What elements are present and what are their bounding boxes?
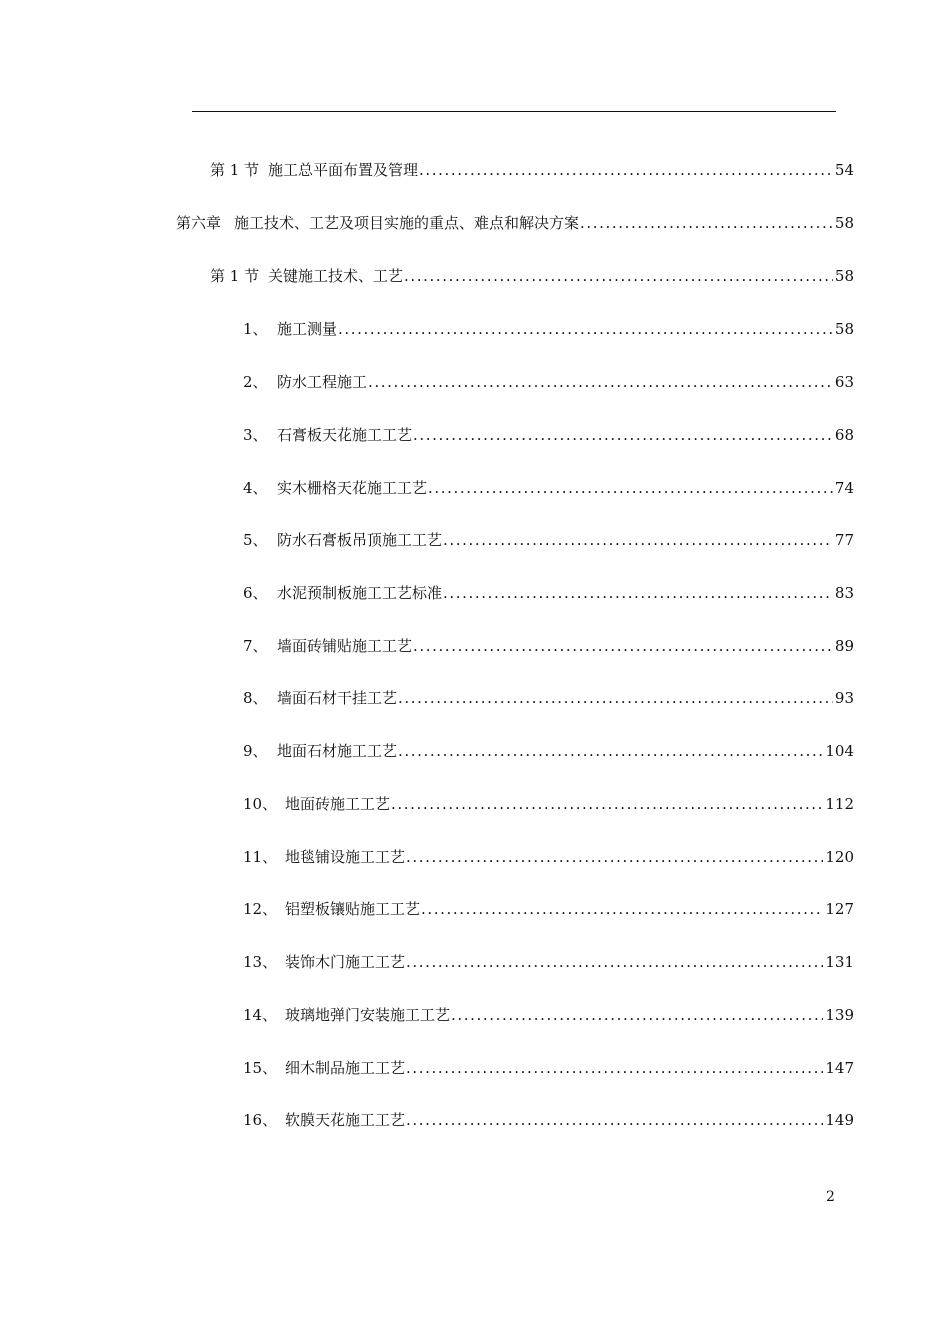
toc-entry-title: 施工总平面布置及管理: [268, 161, 419, 179]
toc-entry-page: 93: [834, 689, 854, 707]
toc-dot-leader: [398, 687, 833, 709]
toc-dot-leader: [428, 477, 833, 499]
toc-entry[interactable]: [243, 318, 854, 340]
toc-entry-number: 8、: [243, 689, 268, 707]
toc-entry-title: 防水工程施工: [277, 373, 368, 391]
toc-entry-number: 15、: [243, 1059, 278, 1077]
toc-entry-page: 139: [825, 1006, 854, 1024]
toc-dot-leader: [419, 159, 833, 181]
toc-dot-leader: [421, 898, 823, 920]
toc-dot-leader: [338, 318, 833, 340]
toc-entry-title: 地面石材施工工艺: [277, 742, 398, 760]
toc-entry-page: 58: [834, 214, 854, 232]
toc-entry-page: 54: [834, 161, 854, 179]
toc-entry[interactable]: [243, 898, 854, 920]
toc-dot-leader: [406, 1057, 823, 1079]
toc-entry-number: 第六章: [176, 214, 222, 232]
toc-entry[interactable]: [243, 529, 854, 551]
toc-entry-number: 16、: [243, 1111, 278, 1129]
toc-entry[interactable]: [243, 371, 854, 393]
toc-entry-title: 实木栅格天花施工工艺: [277, 479, 428, 497]
toc-entry-title: 细木制品施工工艺: [285, 1059, 406, 1077]
toc-entry-number: 2、: [243, 373, 268, 391]
toc-entry-title: 施工测量: [277, 320, 338, 338]
toc-entry-number: 4、: [243, 479, 268, 497]
toc-entry[interactable]: [243, 1109, 854, 1131]
toc-entry-number: 14、: [243, 1006, 278, 1024]
toc-entry-page: 131: [825, 953, 854, 971]
toc-entry-title: 软膜天花施工工艺: [285, 1111, 406, 1129]
toc-entry[interactable]: [243, 1004, 854, 1026]
toc-entry-title: 装饰木门施工工艺: [285, 953, 406, 971]
toc-entry-page: 112: [825, 795, 854, 813]
toc-entry-title: 铝塑板镶贴施工工艺: [285, 900, 421, 918]
toc-dot-leader: [406, 951, 823, 973]
toc-entry-title: 墙面石材干挂工艺: [277, 689, 398, 707]
toc-dot-leader: [368, 371, 833, 393]
toc-entry[interactable]: [243, 477, 854, 499]
toc-entry-page: 120: [825, 848, 854, 866]
toc-entry-title: 墙面砖铺贴施工工艺: [277, 637, 413, 655]
toc-entry[interactable]: [243, 846, 854, 868]
toc-entry-title: 玻璃地弹门安装施工工艺: [285, 1006, 451, 1024]
toc-entry-page: 74: [834, 479, 854, 497]
toc-entry-number: 3、: [243, 426, 268, 444]
toc-entry-page: 77: [834, 531, 854, 549]
toc-entry-number: 10、: [243, 795, 278, 813]
toc-entry-page: 58: [834, 320, 854, 338]
toc-entry-title: 施工技术、工艺及项目实施的重点、难点和解决方案: [234, 214, 580, 232]
toc-dot-leader: [580, 212, 833, 234]
toc-entry-page: 104: [825, 742, 854, 760]
toc-entry-title: 关键施工技术、工艺: [268, 267, 404, 285]
toc-entry[interactable]: [210, 265, 854, 287]
toc-dot-leader: [406, 1109, 823, 1131]
toc-entry[interactable]: [243, 951, 854, 973]
toc-entry-number: 5、: [243, 531, 268, 549]
toc-entry-page: 89: [834, 637, 854, 655]
toc-entry[interactable]: [243, 582, 854, 604]
toc-entry[interactable]: [243, 687, 854, 709]
page-number: 2: [826, 1189, 835, 1205]
toc-entry-title: 水泥预制板施工工艺标准: [277, 584, 443, 602]
toc-entry[interactable]: [176, 212, 854, 234]
toc-dot-leader: [398, 740, 823, 762]
toc-entry-number: 11、: [243, 848, 278, 866]
toc-dot-leader: [413, 424, 833, 446]
toc-entry[interactable]: [243, 635, 854, 657]
toc-entry-number: 13、: [243, 953, 278, 971]
toc-dot-leader: [443, 582, 833, 604]
toc-entry-number: 第 1 节: [210, 267, 260, 285]
toc-entry-title: 地毯铺设施工工艺: [285, 848, 406, 866]
toc-entry-page: 127: [825, 900, 854, 918]
toc-entry-page: 58: [834, 267, 854, 285]
toc-entry-number: 1、: [243, 320, 268, 338]
toc-entry-number: 6、: [243, 584, 268, 602]
toc-entry-page: 68: [834, 426, 854, 444]
toc-entry-page: 83: [834, 584, 854, 602]
toc-dot-leader: [413, 635, 833, 657]
toc-entry-title: 地面砖施工工艺: [285, 795, 391, 813]
toc-entry-title: 石膏板天花施工工艺: [277, 426, 413, 444]
toc-entry-page: 63: [834, 373, 854, 391]
toc-entry-title: 防水石膏板吊顶施工工艺: [277, 531, 443, 549]
toc-entry-page: 147: [825, 1059, 854, 1077]
toc-entry-page: 149: [825, 1111, 854, 1129]
toc-dot-leader: [406, 846, 823, 868]
toc-entry[interactable]: [243, 793, 854, 815]
toc-entry[interactable]: [243, 1057, 854, 1079]
toc-entry-number: 第 1 节: [210, 161, 260, 179]
toc-dot-leader: [391, 793, 823, 815]
toc-dot-leader: [451, 1004, 823, 1026]
toc-entry-number: 12、: [243, 900, 278, 918]
toc-entry-number: 7、: [243, 637, 268, 655]
toc-dot-leader: [404, 265, 833, 287]
toc-entry[interactable]: [243, 740, 854, 762]
toc-dot-leader: [443, 529, 833, 551]
toc-entry[interactable]: [210, 159, 854, 181]
toc-entry[interactable]: [243, 424, 854, 446]
toc-entry-number: 9、: [243, 742, 268, 760]
